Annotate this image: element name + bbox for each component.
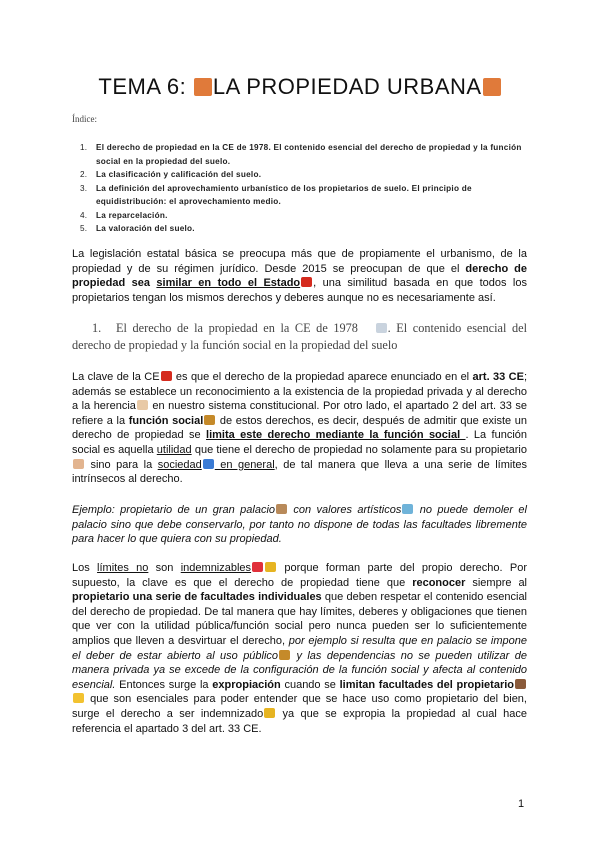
text-run: que tiene el derecho de propiedad no solamente para su propietario: [191, 443, 527, 456]
text-run: limita este derecho mediante la función social: [206, 429, 466, 442]
prohibited-icon: [252, 562, 263, 572]
family-icon: [279, 650, 290, 660]
house-icon: [483, 78, 501, 96]
money-bag-icon: [264, 708, 275, 718]
example-paragraph: [72, 503, 527, 547]
text-run: derecho de propiedad sea: [72, 262, 528, 290]
text-run: que deben respetar el contenido esencial del derecho de propiedad. De tal manera que hay límites, deberes y obligaciones que tienen que ver con la utilidad pública/función social pero nunca pueden ser lo suficientemente amplios que lleven a desvirtuar el derecho,: [72, 591, 528, 647]
text-run: en general: [214, 458, 275, 471]
text-run: . La función social es aquella: [72, 429, 527, 456]
text-run: que son esenciales para poder entender que se hace uso como propietario del bien, surge el derecho a ser indemnizado: [72, 693, 527, 720]
text-run: Ejemplo: propietario de un gran palacio: [72, 504, 276, 516]
text-run: es que el derecho de la propiedad aparece enunciado en el: [172, 371, 473, 383]
text-run: La clave de la CE: [72, 371, 160, 383]
text-run: porque forman parte del propio derecho. Por supuesto, la clave es que el derecho de propiedad tiene que: [72, 562, 527, 589]
index-text: La reparcelación.: [96, 210, 168, 220]
index-text: El derecho de propiedad en la CE de 1978. El contenido esencial del derecho de propiedad y la función social en la propiedad del suelo.: [96, 143, 522, 166]
man-icon: [515, 679, 526, 689]
text-run: en nuestro sistema constitucional. Por otro lado, el apartado 2 del art. 33 se refiere a la: [72, 400, 527, 427]
section-number: 1.: [92, 321, 102, 335]
crying-face-icon: [73, 693, 84, 703]
text-run: utilidad: [156, 443, 192, 456]
title-prefix: TEMA 6:: [98, 74, 193, 99]
page-title: [0, 74, 600, 100]
house-icon: [194, 78, 212, 96]
money-bag-icon: [265, 562, 276, 572]
family-icon: [204, 415, 215, 425]
text-run: no puede demoler el palacio sino que debe conservarlo, por tanto no dispone de todas las facultades libremente para hacer lo que quiera con su propiedad.: [72, 504, 527, 546]
index-item: [72, 168, 527, 182]
text-run: , una similitud basada en que todos los propietarios tengan los mismos derechos y deberes aunque no es necesariamente así.: [72, 277, 527, 304]
text-run: ; además se establece un reconocimiento a la existencia de la propiedad privada y al derecho a la herencia: [72, 371, 528, 413]
index-text: La definición del aprovechamiento urbanístico de los propietarios de suelo. El principio de equidistribución: el aprovechamiento medio.: [96, 183, 472, 206]
text-run: , de tal manera que lleva a una serie de límites intrínsecos al derecho.: [72, 458, 528, 486]
text-run: indemnizables: [180, 562, 252, 574]
text-run: sociedad: [157, 458, 202, 471]
text-run: límites no: [97, 562, 149, 574]
index-number: 5.: [80, 224, 88, 233]
text-run: función social: [128, 414, 204, 427]
text-run: sino para la: [85, 458, 158, 471]
text-run: de estos derechos, es decir, después de admitir que existe un derecho de propiedad se: [72, 414, 528, 442]
limits-paragraph: [72, 561, 527, 736]
text-run: La legislación estatal básica se preocupa más que de propiamente el urbanismo, de la propiedad y de su régimen jurídico. Desde 2015 se preocupan de que el: [72, 248, 527, 275]
spain-flag-icon: [161, 371, 172, 381]
index-item: [72, 182, 527, 209]
page-number: 1: [518, 798, 525, 810]
section-title-rest: . El contenido esencial del derecho de propiedad y la función social en la propiedad del suelo: [72, 321, 527, 352]
text-run: art. 33 CE: [472, 371, 524, 383]
index-number: 1.: [80, 143, 88, 152]
book-icon: [376, 323, 387, 333]
text-run: son: [148, 562, 181, 574]
index-item: [72, 141, 527, 168]
text-run: siempre al: [465, 576, 527, 589]
index-number: 4.: [80, 210, 88, 220]
index-text: La clasificación y calificación del suelo.: [96, 170, 262, 179]
index-label: Índice:: [72, 114, 97, 124]
text-run: por ejemplo si resulta que en palacio se impone el deber de estar abierto al uso público: [72, 634, 527, 662]
index-text: La valoración del suelo.: [96, 224, 195, 233]
index-list: [72, 141, 527, 236]
castle-icon: [276, 504, 287, 514]
index-number: 2.: [80, 170, 88, 179]
spain-flag-icon: [301, 277, 312, 287]
index-item: [72, 222, 527, 236]
title-main: LA PROPIEDAD URBANA: [212, 74, 482, 99]
text-run: con valores artísticos: [288, 504, 402, 516]
index-item: [72, 209, 527, 223]
ce-paragraph: [72, 370, 527, 487]
people-icon: [203, 459, 214, 469]
text-run: reconocer: [412, 576, 466, 589]
text-run: limitan facultades del propietario: [339, 678, 515, 691]
old-person-icon: [137, 400, 148, 410]
framed-picture-icon: [402, 504, 413, 514]
text-run: expropiación: [212, 678, 281, 691]
person-icon: [73, 459, 84, 469]
intro-paragraph: [72, 247, 527, 305]
text-run: propietario una serie de facultades individuales: [72, 591, 322, 604]
text-run: Entonces surge la: [115, 678, 213, 691]
text-run: similar en todo el Estado: [156, 277, 301, 290]
section-heading: [72, 320, 527, 354]
index-number: 3.: [80, 183, 88, 193]
text-run: y las dependencias no se pueden utilizar de manera privada ya se excede de la configuración de la función social y afecta al contenido esencial.: [72, 649, 527, 691]
text-run: cuando se: [280, 678, 340, 691]
text-run: ya que se expropia la propiedad al cual hace referencia el apartado 3 del art. 33 CE.: [72, 707, 527, 735]
text-run: Los: [72, 562, 98, 574]
section-title: El derecho de la propiedad en la CE de 1978: [116, 321, 358, 335]
